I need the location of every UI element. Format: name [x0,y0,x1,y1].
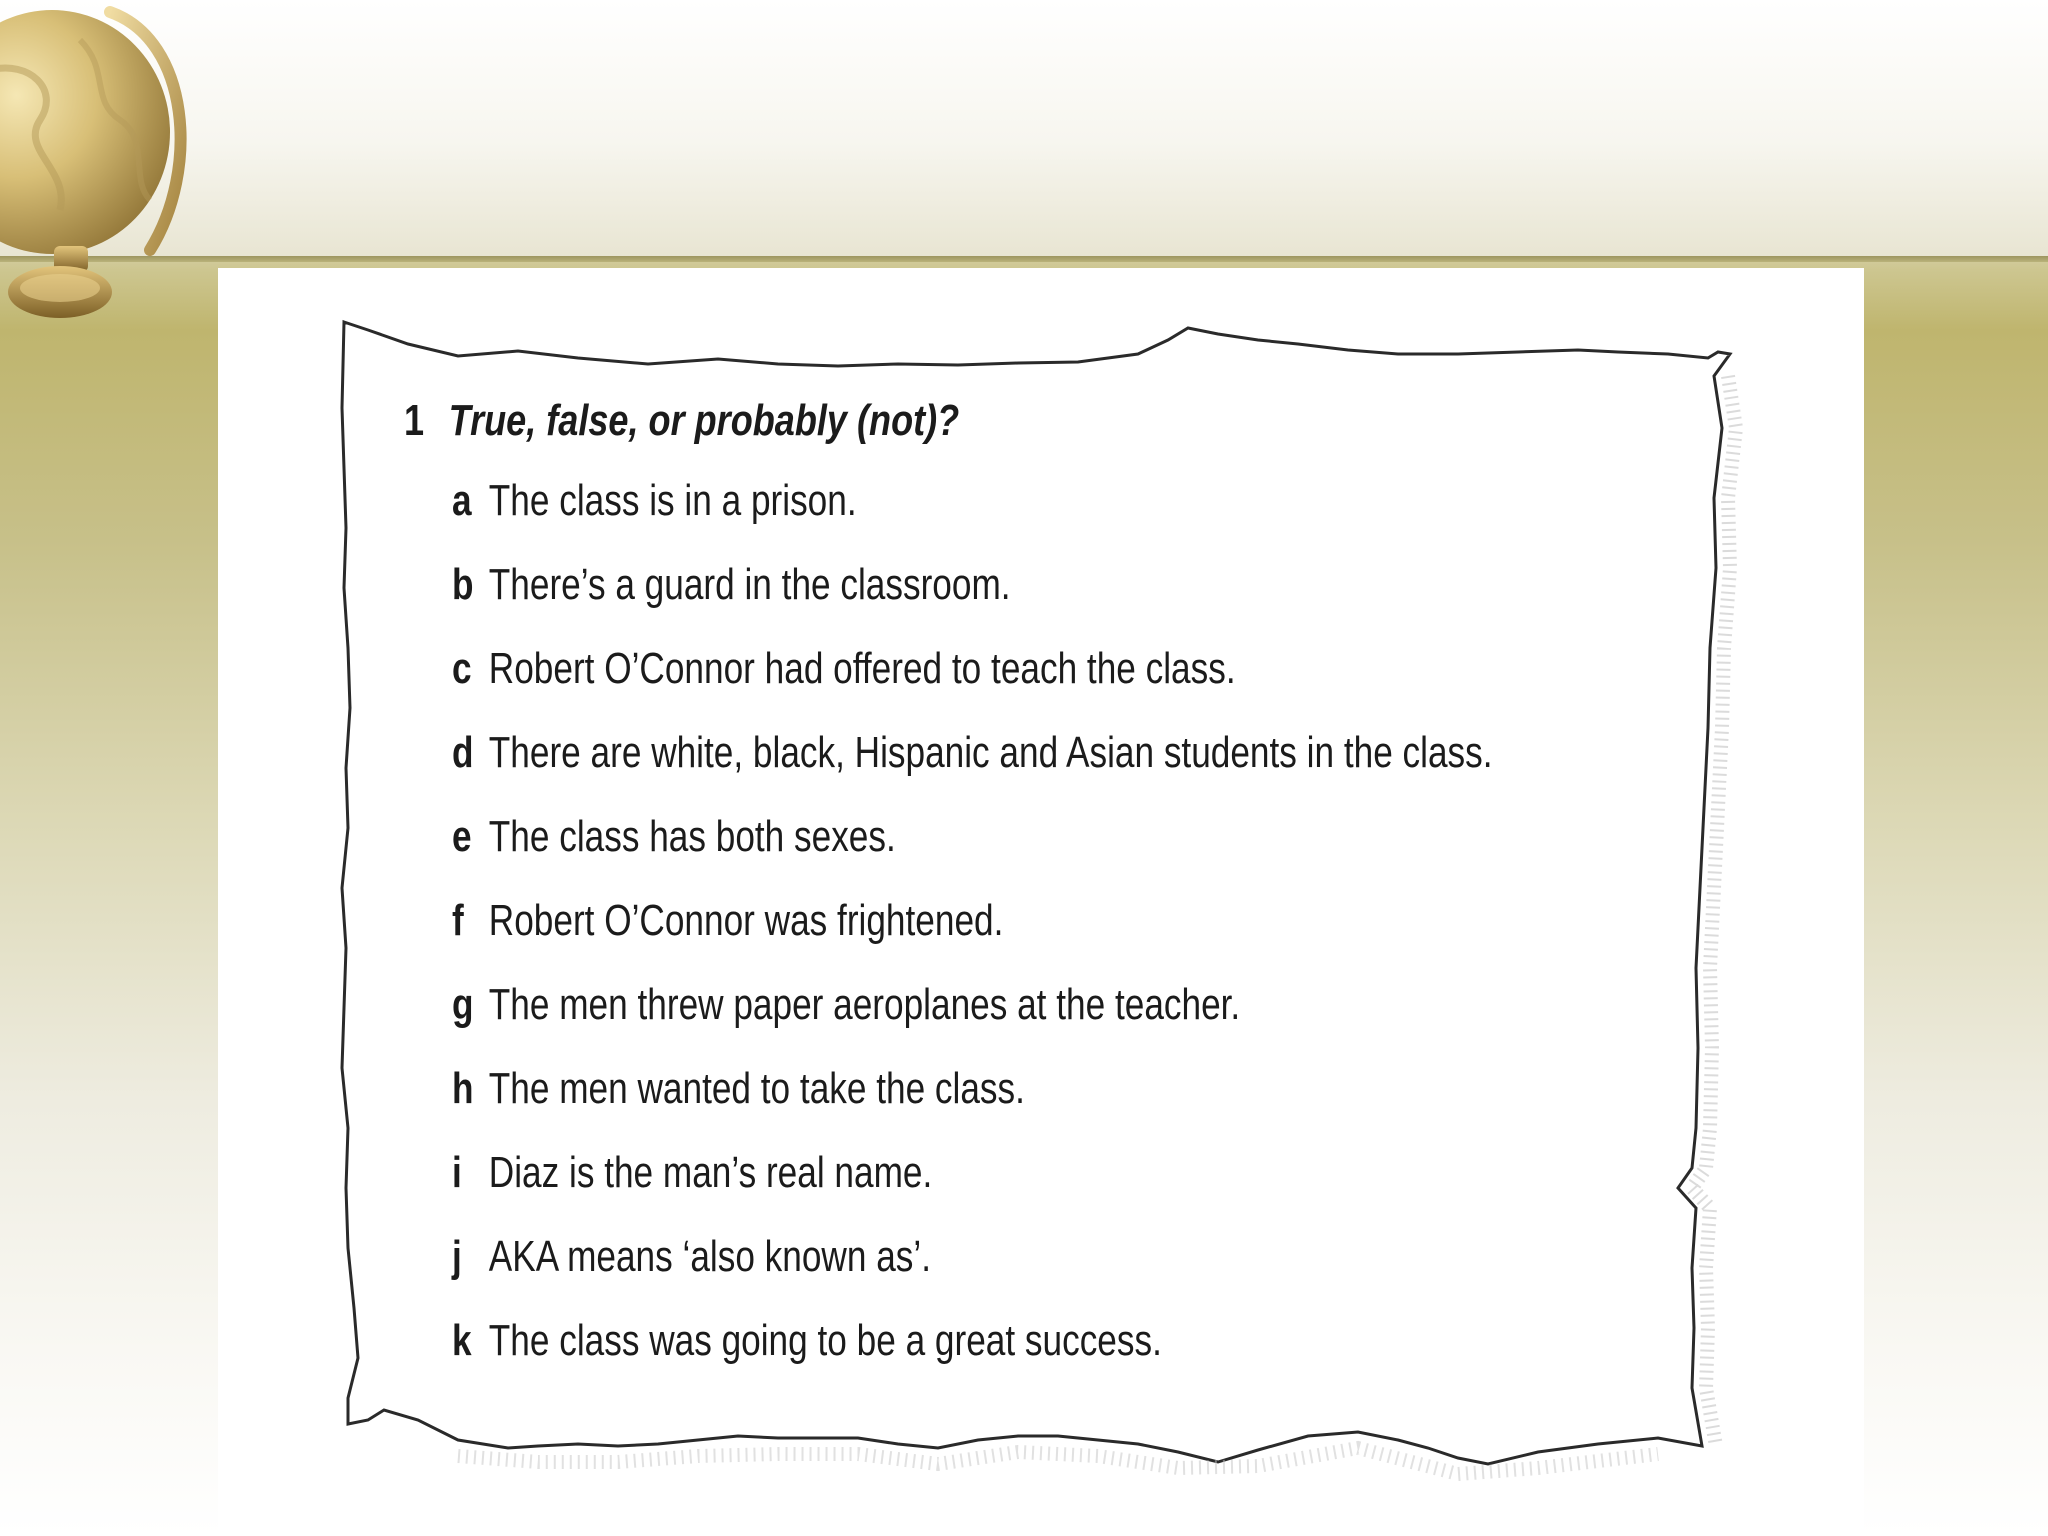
statement-item-f [452,896,1003,956]
statement-text: The men threw paper aeroplanes at the teacher. [488,980,1241,1029]
statement-letter: k [452,1316,472,1365]
statement-item-h [452,1064,1025,1124]
exercise-number: 1 [404,396,425,445]
exercise-title: True, false, or probably (not)? [448,396,960,445]
header-band [0,0,2048,258]
statement-letter: e [452,812,472,861]
statement-item-c [452,644,1236,704]
statement-item-b [452,560,1011,620]
statement-letter: b [452,560,474,609]
statement-item-e [452,812,896,872]
worksheet [218,268,1864,1536]
statement-text: There’s a guard in the classroom. [488,560,1011,609]
statement-item-a [452,476,857,536]
statement-text: The men wanted to take the class. [488,1064,1025,1113]
statement-text: AKA means ‘also known as’. [488,1232,931,1281]
statement-text: There are white, black, Hispanic and Asian students in the class. [488,728,1493,777]
statement-letter: h [452,1064,474,1113]
exercise-heading [404,396,959,446]
statement-text: The class was going to be a great success. [488,1316,1162,1365]
statement-letter: d [452,728,474,777]
statement-text: Diaz is the man’s real name. [488,1148,933,1197]
statement-letter: f [452,896,464,945]
statement-letter: a [452,476,472,525]
header-divider [0,256,2048,262]
globe-icon [0,0,200,340]
statement-letter: i [452,1148,462,1197]
statement-text: The class is in a prison. [488,476,857,525]
statement-text: Robert O’Connor had offered to teach the class. [488,644,1236,693]
statement-item-k [452,1316,1162,1376]
statement-item-g [452,980,1240,1040]
statement-letter: j [452,1232,462,1281]
statement-text: Robert O’Connor was frightened. [488,896,1004,945]
statement-letter: g [452,980,474,1029]
statement-item-i [452,1148,932,1208]
statement-item-j [452,1232,931,1292]
statement-item-d [452,728,1493,788]
statement-text: The class has both sexes. [488,812,896,861]
statement-letter: c [452,644,472,693]
exercise-content [218,268,1864,1536]
